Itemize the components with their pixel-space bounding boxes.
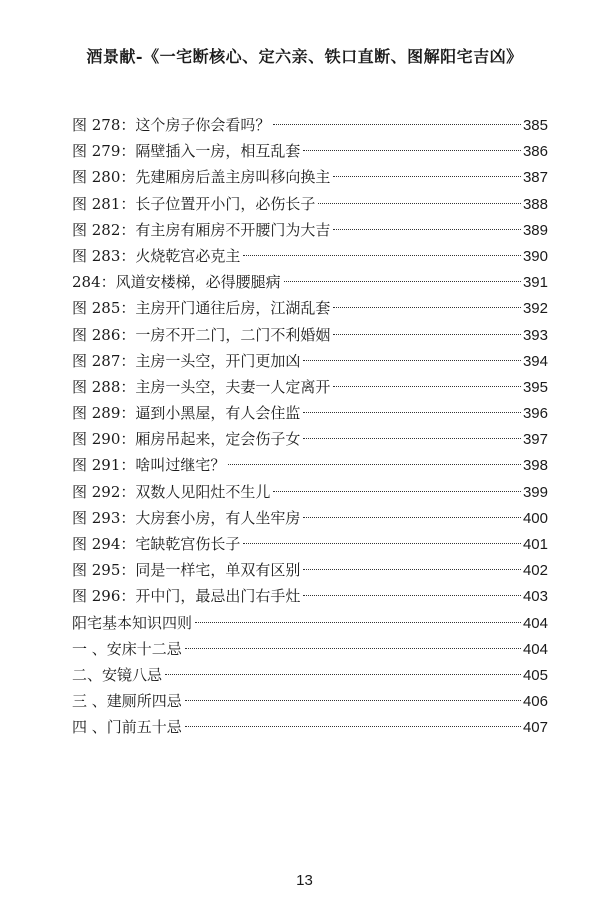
toc-entry-title: 图 283：火烧乾宫必克主 xyxy=(72,246,241,265)
toc-entry-page-number: 393 xyxy=(522,326,548,344)
toc-entry[interactable] xyxy=(72,191,548,217)
toc-entry-page-number: 407 xyxy=(522,719,548,737)
toc-entry-page-number: 401 xyxy=(522,536,548,553)
toc-entry-page-number: 404 xyxy=(522,614,548,632)
toc-entry-title: 284：风道安楼梯，必得腰腿病 xyxy=(72,273,281,292)
toc-entry-title: 图 293：大房套小房，有人坐牢房 xyxy=(72,508,301,527)
toc-entry-page-number: 399 xyxy=(522,483,548,501)
toc-dot-leader xyxy=(243,543,521,544)
toc-dot-leader xyxy=(333,386,521,387)
toc-dot-leader xyxy=(273,491,521,492)
toc-entry[interactable] xyxy=(72,583,548,609)
toc-entry[interactable] xyxy=(72,243,548,269)
toc-entry-page-number: 398 xyxy=(522,457,548,475)
toc-entry-title: 阳宅基本知识四则 xyxy=(72,613,193,632)
toc-entry[interactable] xyxy=(72,531,548,557)
toc-dot-leader xyxy=(303,517,521,518)
toc-entry-page-number: 392 xyxy=(522,300,548,318)
toc-entry-page-number: 400 xyxy=(522,509,548,527)
toc-entry-title: 四 、门前五十忌 xyxy=(72,718,182,737)
toc-entry-title: 图 281：长子位置开小门，必伤长子 xyxy=(72,194,316,213)
toc-entry-page-number: 387 xyxy=(522,169,548,187)
toc-entry-title: 图 282：有主房有厢房不开腰门为大吉 xyxy=(72,220,331,239)
toc-dot-leader xyxy=(303,150,521,151)
toc-entry-page-number: 397 xyxy=(522,431,548,449)
toc-dot-leader xyxy=(303,569,521,570)
toc-entry-page-number: 396 xyxy=(522,405,548,423)
toc-entry-page-number: 395 xyxy=(522,378,548,396)
toc-entry-title: 图 292：双数人见阳灶不生儿 xyxy=(72,482,271,501)
toc-dot-leader xyxy=(284,281,521,282)
toc-entry[interactable] xyxy=(72,714,548,740)
toc-entry[interactable] xyxy=(72,400,548,426)
toc-entry-page-number: 390 xyxy=(522,247,548,265)
toc-dot-leader xyxy=(318,203,521,204)
toc-entry-title: 图 295：同是一样宅，单双有区别 xyxy=(72,561,301,580)
toc-entry-title: 二、安镜八忌 xyxy=(72,665,163,684)
toc-entry-page-number: 402 xyxy=(522,562,548,580)
toc-entry-page-number: 391 xyxy=(522,274,548,292)
toc-entry-title: 图 290：厢房吊起来，定会伤子女 xyxy=(72,430,301,449)
toc-entry-title: 图 289：逼到小黑屋，有人会住监 xyxy=(72,404,301,423)
toc-dot-leader xyxy=(303,595,521,596)
toc-entry-page-number: 403 xyxy=(522,588,548,606)
toc-entry-title: 图 294：宅缺乾宫伤长子 xyxy=(72,535,241,553)
toc-dot-leader xyxy=(185,648,521,649)
toc-entry[interactable] xyxy=(72,636,548,662)
toc-entry-page-number: 389 xyxy=(522,221,548,239)
table-of-contents xyxy=(72,112,548,741)
toc-entry[interactable] xyxy=(72,479,548,505)
toc-dot-leader xyxy=(185,700,521,701)
toc-entry[interactable] xyxy=(72,269,548,295)
toc-entry-title: 图 286：一房不开二门，二门不利婚姻 xyxy=(72,325,331,344)
toc-dot-leader xyxy=(273,124,521,125)
toc-entry-title: 图 291：啥叫过继宅？ xyxy=(72,456,226,475)
page-header-title: 酒景献-《一宅断核心、定六亲、铁口直断、图解阳宅吉凶》 xyxy=(86,47,523,66)
toc-entry[interactable] xyxy=(72,217,548,243)
toc-entry[interactable] xyxy=(72,610,548,636)
toc-entry-page-number: 385 xyxy=(522,117,548,134)
toc-dot-leader xyxy=(333,334,521,335)
toc-entry-title: 图 296：开中门，最忌出门右手灶 xyxy=(72,587,301,606)
toc-entry-page-number: 394 xyxy=(522,352,548,370)
page-number: 13 xyxy=(296,872,313,889)
toc-dot-leader xyxy=(333,229,521,230)
toc-entry-title: 图 285：主房开门通往后房，江湖乱套 xyxy=(72,299,331,318)
toc-entry-title: 一 、安床十二忌 xyxy=(72,639,182,658)
toc-entry-page-number: 388 xyxy=(522,195,548,213)
toc-entry[interactable] xyxy=(72,295,548,321)
toc-dot-leader xyxy=(185,726,521,727)
toc-entry[interactable] xyxy=(72,112,548,138)
toc-dot-leader xyxy=(303,360,521,361)
toc-entry-page-number: 406 xyxy=(522,693,548,711)
toc-entry[interactable] xyxy=(72,505,548,531)
toc-entry-title: 图 280：先建厢房后盖主房叫移向换主 xyxy=(72,168,331,187)
toc-entry[interactable] xyxy=(72,164,548,190)
toc-dot-leader xyxy=(333,176,521,177)
toc-entry-title: 三 、建厕所四忌 xyxy=(72,692,182,711)
toc-dot-leader xyxy=(165,674,521,675)
toc-entry[interactable] xyxy=(72,452,548,478)
toc-dot-leader xyxy=(243,255,521,256)
toc-entry-title: 图 278：这个房子你会看吗？ xyxy=(72,116,271,134)
toc-dot-leader xyxy=(303,412,521,413)
toc-dot-leader xyxy=(333,307,521,308)
toc-entry[interactable] xyxy=(72,374,548,400)
toc-entry[interactable] xyxy=(72,138,548,164)
toc-entry-page-number: 405 xyxy=(522,666,548,684)
toc-entry[interactable] xyxy=(72,688,548,714)
toc-entry[interactable] xyxy=(72,322,548,348)
toc-entry-page-number: 386 xyxy=(522,143,548,161)
toc-entry[interactable] xyxy=(72,348,548,374)
toc-entry-title: 图 279：隔壁插入一房，相互乱套 xyxy=(72,142,301,161)
toc-entry-title: 图 288：主房一头空，夫妻一人定离开 xyxy=(72,377,331,396)
toc-entry[interactable] xyxy=(72,426,548,452)
toc-dot-leader xyxy=(195,622,521,623)
toc-entry-title: 图 287：主房一头空，开门更加凶 xyxy=(72,351,301,370)
toc-entry[interactable] xyxy=(72,662,548,688)
toc-dot-leader xyxy=(303,438,521,439)
toc-entry-page-number: 404 xyxy=(522,640,548,658)
toc-dot-leader xyxy=(228,464,521,465)
toc-entry[interactable] xyxy=(72,557,548,583)
